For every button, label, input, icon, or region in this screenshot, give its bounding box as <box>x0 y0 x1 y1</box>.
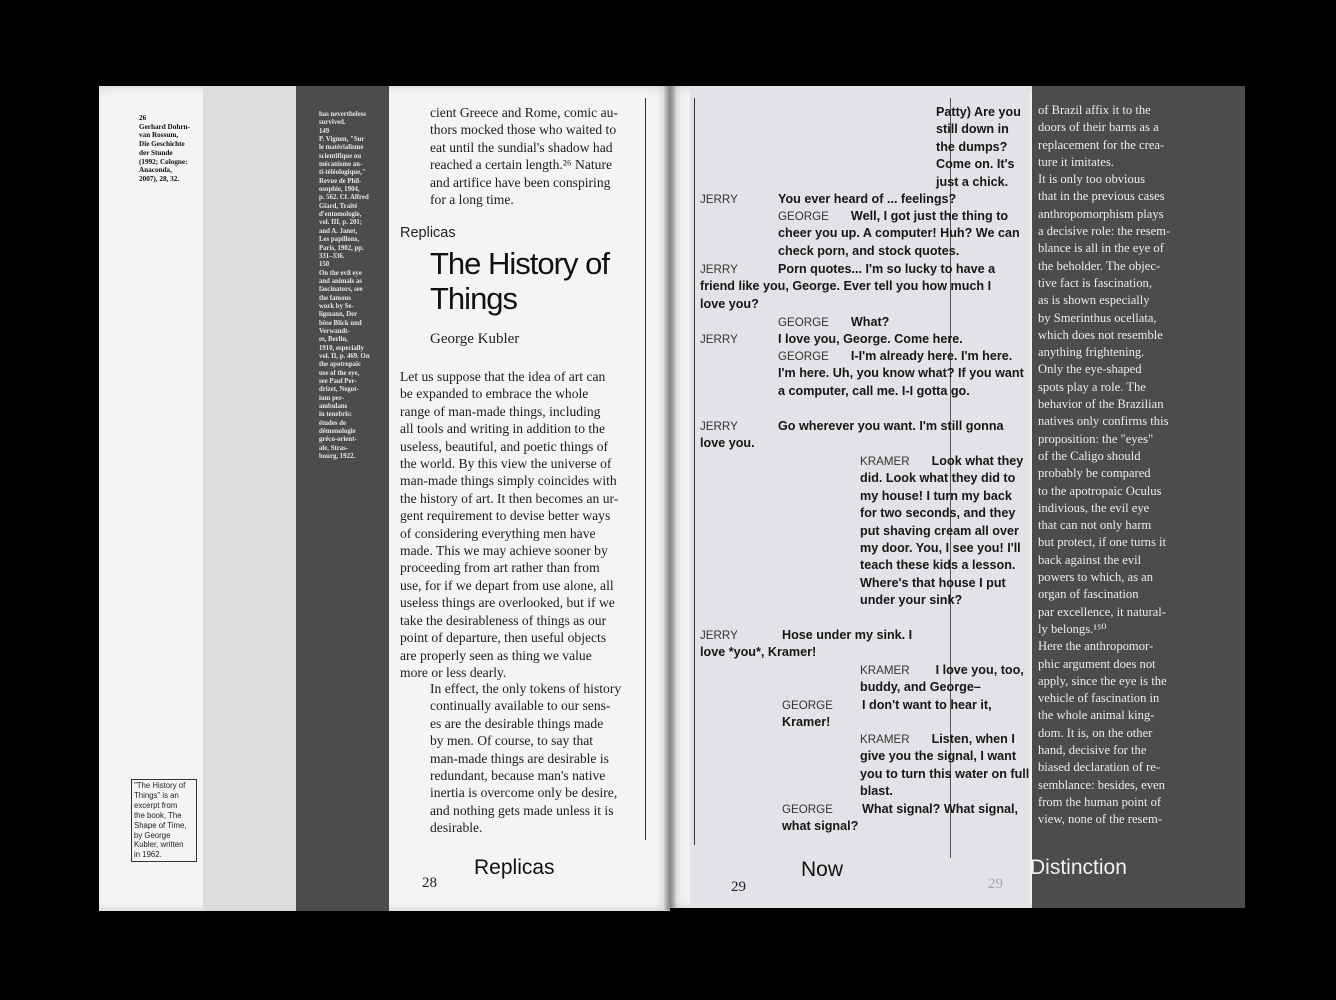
page-title: The History of Things <box>430 246 609 316</box>
dialogue-line <box>860 731 1030 801</box>
boxed-note: "The History of Things" is an excerpt from the book, The Shape of Time, by George Kubler, written in 1962. <box>131 779 197 862</box>
speaker: JERRY <box>700 263 738 276</box>
author: George Kubler <box>430 331 520 347</box>
line-text: You ever heard of ... feelings? <box>778 192 957 206</box>
section-label: Replicas <box>400 225 456 241</box>
line-text: I love you, too, buddy, and George– <box>860 663 1024 695</box>
left-page <box>99 86 670 911</box>
margin-note: 26 Gerhard Dohrn- van Rossum, Die Geschichte der Stunde (1992; Cologne: Anaconda, 2007), 28, 32. <box>139 114 190 183</box>
speaker: KRAMER <box>860 664 910 677</box>
dialogue-line <box>778 314 1028 331</box>
dialogue-line <box>782 697 1002 732</box>
line-text: What? <box>850 315 890 329</box>
dialogue-line <box>700 627 920 662</box>
footer-label: Replicas <box>474 856 555 879</box>
dialogue-line <box>782 801 1032 836</box>
column-rule-left <box>694 98 695 845</box>
speaker: GEORGE <box>782 699 833 712</box>
page-number: 28 <box>422 875 437 891</box>
line-text: What signal? What signal, what signal? <box>782 802 1019 834</box>
line-text: I-I'm already here. I'm here. I'm here. Uh, you know what? If you want a computer, call me. I-I gotta go. <box>778 349 1024 398</box>
speaker: JERRY <box>700 420 738 433</box>
line-text: Look what they did. Look what they did to my house! I turn my back for two seconds, and they put shaving cream all over my door. You, I see you! I'll teach these kids a lesson. Where's that house I put under your sink? <box>860 454 1024 608</box>
speaker: GEORGE <box>778 210 829 223</box>
speaker: KRAMER <box>860 733 910 746</box>
line-text: Go wherever you want. I'm still gonna love you. <box>700 419 1004 451</box>
dialogue-line <box>778 208 1026 260</box>
dialogue-line <box>700 191 1030 208</box>
line-text: Listen, when I give you the signal, I want you to turn this water on full blast. <box>860 732 1030 799</box>
dark-column-text: of Brazil affix it to the doors of their barns as a replacement for the crea- ture it imitates. It is only too obvious that in the previous cases anthropomorphism plays a decisive role: the resem- blance is all in the eye of the beholder. The objec- tive fact is fascination, as is shown especially by Smerinthus ocellata, which does not resemble anything frightening. Only the eye-shaped spots play a role. The behavior of the Brazilian natives only confirms this proposition: the "eyes" of the Caligo should probably be compared to the apotropaic Oculus indivious, the evil eye that can not only harm but protect, if one turns it back against the evil powers to which, as an organ of fascination par excellence, it natural- ly belongs.¹⁵⁰ Here the anthropomor- phic argument does not apply, since the eye is the vehicle of fascination in the whole animal king- dom. It is, on the other hand, decisive for the biased declaration of re- semblance: besides, even from the human point of view, none of the resem- <box>1038 103 1171 827</box>
line-text: Well, I got just the thing to cheer you up. A computer! Huh? We can check porn, and stock quotes. <box>778 209 1020 258</box>
light-grey-column <box>203 86 296 911</box>
dialogue-top: Patty) Are you still down in the dumps? Come on. It's just a chick. <box>936 105 1021 189</box>
dialogue-line <box>700 331 1030 348</box>
column-rule <box>645 98 646 840</box>
dialogue-line <box>700 418 1028 453</box>
line-text: I love you, George. Come here. <box>778 332 963 346</box>
page-number-1: 29 <box>731 879 746 895</box>
speaker: JERRY <box>700 193 738 206</box>
speaker: JERRY <box>700 629 738 642</box>
speaker: KRAMER <box>860 455 910 468</box>
line-text: Hose under my sink. I love *you*, Kramer! <box>700 628 913 660</box>
dialogue-line <box>860 453 1028 610</box>
dialogue-line <box>860 662 1030 697</box>
dialogue-line <box>778 348 1028 400</box>
speaker: JERRY <box>700 333 738 346</box>
footer-label-now: Now <box>801 858 844 881</box>
paragraph-1: Let us suppose that the idea of art can be expanded to embrace the whole range of man-made things, including all tools and writing in addition to the useless, beautiful, and poetic things of the world. By this view the universe of man-made things simply coincides with the history of art. It then becomes an ur- gent requirement to devise better ways of considering everything men have made. This we may achieve sooner by proceeding from art rather than from use, for if we depart from use alone, all useless things are overlooked, but if we take the desirableness of things as our point of departure, then useful objects are properly seen as thing we value more or less dearly. <box>400 369 619 680</box>
dark-column-note: has nevertheless survived. 149 P. Vignon, "Sur le matérialisme scientifique ou mécanisme an- ti-téléologique," Revue de Phil- osophie, 1904, p. 562. Cf. Alfred Giard, Traité d'entomologie, vol. III, p. 201; and A. Janet, Les papillons, Paris, 1902, pp. 331–336. 150 On the evil eye and animals as fascinators, see the famous work by Se- ligmann, Der böse Blick und Verwandt- es, Berlin, 1910, especially vol. II, p. 469. On the apotropaic use of the eye, see Paul Per- drizet, Negot- ium per- ambulans in tenebris: études de démonologie gréco-orient- ale, Stras- bourg, 1922. <box>319 111 370 461</box>
right-page <box>670 86 1245 908</box>
top-text: cient Greece and Rome, comic au- thors mocked those who waited to eat until the sundial's shadow had reached a certain length.²⁶ Nature and artifice have been conspiring for a long time. <box>430 105 618 208</box>
speaker: GEORGE <box>778 316 829 329</box>
speaker: GEORGE <box>778 350 829 363</box>
speaker: GEORGE <box>782 803 833 816</box>
line-text: I don't want to hear it, Kramer! <box>782 698 992 730</box>
line-text: Porn quotes... I'm so lucky to have a friend like you, George. Ever tell you how much I love you? <box>700 262 996 311</box>
book-spine <box>664 86 676 910</box>
footer-label-distinction: Distinction <box>1030 856 1127 879</box>
dialogue-line <box>700 261 1018 313</box>
paragraph-2: In effect, the only tokens of history continually available to our sens- es are the desirable things made by men. Of course, to say that man-made things are desirable is redundant, because man's native inertia is overcome only be desire, and nothing gets made unless it is desirable. <box>430 681 622 836</box>
page-number-2: 29 <box>988 876 1003 892</box>
